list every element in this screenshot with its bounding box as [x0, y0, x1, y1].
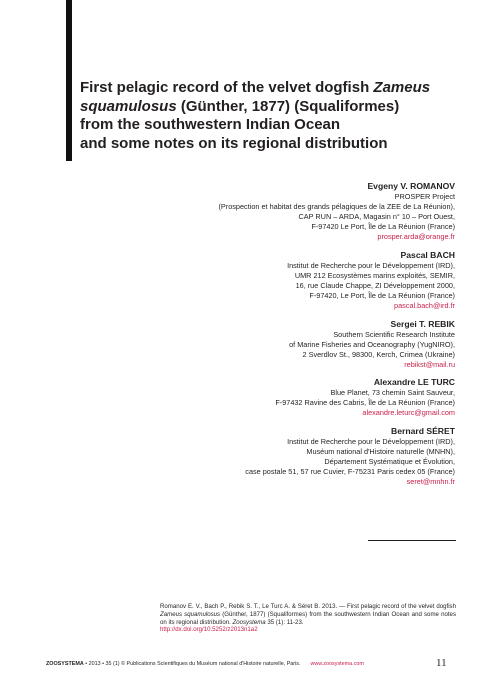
citation-doi-link[interactable]: http://dx.doi.org/10.5252/z2013n1a2: [160, 626, 258, 634]
author-name: Pascal BACH: [400, 249, 455, 260]
title-species: squamulosus: [80, 97, 177, 115]
author-block: [150, 318, 455, 371]
article-title: [80, 79, 480, 153]
author-affiliation-line: 2 Sverdlov St., 98300, Kerch, Crimea (Ukraine): [302, 349, 455, 359]
author-affiliation-line: case postale 51, 57 rue Cuvier, F-75231 Paris cedex 05 (France): [245, 467, 455, 477]
author-email-link[interactable]: alexandre.leturc@gmail.com: [362, 408, 455, 418]
author-affiliation-line: F-97420 Le Port, Île de La Réunion (France): [311, 222, 455, 232]
citation-text: Romanov E. V., Bach P., Rebik S. T., Le Turc A. & Séret B. 2013. — First pelagic record of the velvet dogfish Zameus squamulosus (Günther, 1877) (Squaliformes) from the southwestern Indian Ocean and some notes on its regional distribution. Zoosystema 35 (1): 11-23.: [160, 603, 456, 626]
author-email-link[interactable]: seret@mnhn.fr: [406, 477, 455, 487]
footer-website-link[interactable]: www.zoosystema.com: [310, 661, 364, 667]
page-number: 11: [436, 657, 447, 669]
author-affiliation-line: Institut de Recherche pour le Développement (IRD),: [287, 436, 455, 446]
author-block: [150, 180, 455, 243]
author-affiliation-line: (Prospection et habitat des grands pélagiques de la ZEE de La Réunion),: [218, 202, 455, 212]
author-affiliation-line: 16, rue Claude Chappe, ZI Développement 2000,: [295, 280, 455, 290]
title-genus: Zameus: [373, 79, 431, 96]
page-footer: [46, 661, 364, 667]
author-email-link[interactable]: pascal.bach@ird.fr: [394, 301, 455, 311]
author-name: Sergei T. REBIK: [390, 318, 455, 329]
author-email-link[interactable]: prosper.arda@orange.fr: [377, 232, 455, 242]
decorative-bar: [66, 0, 72, 161]
author-name: Evgeny V. ROMANOV: [367, 181, 455, 191]
author-list: [150, 180, 455, 494]
author-affiliation-line: UMR 212 Ecosystèmes marins exploités, SEMIR,: [294, 270, 455, 280]
author-name: Alexandre LE TURC: [373, 377, 455, 388]
author-block: [150, 376, 455, 419]
author-email-link[interactable]: rebikst@mail.ru: [404, 359, 455, 369]
citation-block: [160, 603, 456, 634]
author-affiliation-line: Muséum national d'Histoire naturelle (MNHN),: [306, 446, 455, 456]
footer-journal: ZOOSYSTEMA: [46, 661, 84, 667]
author-affiliation-line: PROSPER Project: [394, 192, 455, 201]
footer-info: • 2013 • 35 (1) © Publications Scientifiques du Muséum national d'Histoire naturelle, Paris.: [83, 661, 301, 667]
separator-line: [368, 540, 456, 541]
author-affiliation-line: F-97432 Ravine des Cabris, Île de La Réunion (France): [275, 398, 455, 408]
author-affiliation-line: Southern Scientific Research Institute: [333, 329, 455, 339]
author-block: [150, 249, 455, 312]
author-affiliation-line: Blue Planet, 73 chemin Saint Sauveur,: [330, 388, 455, 398]
title-line-3: from the southwestern Indian Ocean: [80, 116, 341, 133]
title-line-4: and some notes on its regional distribution: [80, 134, 388, 152]
author-affiliation-line: of Marine Fisheries and Oceanography (YugNIRO),: [289, 339, 455, 349]
title-line-1: First pelagic record of the velvet dogfish Zameus: [80, 79, 431, 96]
author-affiliation-line: Département Systématique et Évolution,: [324, 457, 455, 467]
author-affiliation-line: Institut de Recherche pour le Développement (IRD),: [287, 260, 455, 270]
author-block: [150, 425, 455, 488]
author-name: Bernard SÉRET: [391, 425, 455, 436]
author-affiliation-line: F-97420, Le Port, Île de La Réunion (France): [309, 291, 455, 301]
author-affiliation-line: CAP RUN – ARDA, Magasin n° 10 – Port Ouest,: [298, 212, 455, 222]
title-line-2: squamulosus (Günther, 1877) (Squaliformes): [80, 97, 400, 115]
